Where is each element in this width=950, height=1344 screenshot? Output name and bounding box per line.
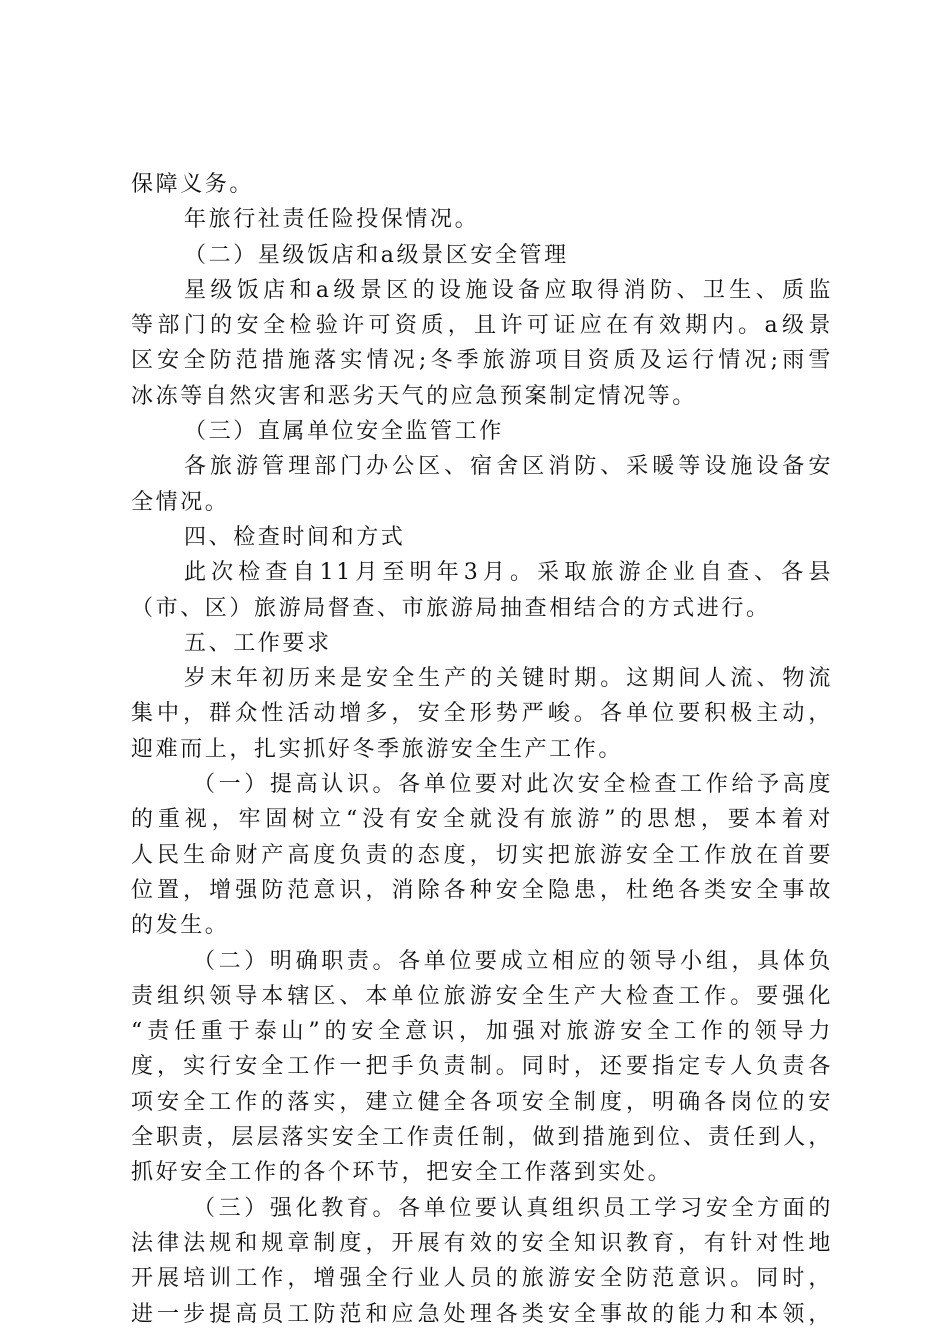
- section-heading: （三）直属单位安全监管工作: [184, 419, 504, 445]
- text-line: 星级饭店和a级景区的设施设备应取得消防、卫生、质监: [184, 277, 833, 303]
- text-line: 度，实行安全工作一把手负责制。同时，还要指定专人负责各: [131, 1054, 833, 1080]
- text-line: 全职责，层层落实安全工作责任制，做到措施到位、责任到人，: [131, 1125, 833, 1151]
- section-heading: 四、检查时间和方式: [184, 524, 406, 550]
- text-line: 保障义务。: [131, 172, 255, 197]
- text-line: （市、区）旅游局督查、市旅游局抽查相结合的方式进行。: [131, 595, 771, 621]
- section-heading: （二）星级饭店和a级景区安全管理: [184, 242, 569, 268]
- text-line: 各旅游管理部门办公区、宿舍区消防、采暖等设施设备安: [184, 454, 833, 480]
- text-line: 项安全工作的落实，建立健全各项安全制度，明确各岗位的安: [131, 1089, 833, 1115]
- text-line: 法律法规和规章制度，开展有效的安全知识教育，有针对性地: [131, 1230, 833, 1256]
- text-line: 位置，增强防范意识，消除各种安全隐患，杜绝各类安全事故: [131, 877, 833, 903]
- text-line: 抓好安全工作的各个环节，把安全工作落到实处。: [131, 1160, 673, 1186]
- text-line: （三）强化教育。各单位要认真组织员工学习安全方面的: [193, 1195, 833, 1221]
- text-line: 进一步提高员工防范和应急处理各类安全事故的能力和本领，: [131, 1301, 833, 1327]
- text-line: 的重视，牢固树立“没有安全就没有旅游”的思想，要本着对: [131, 807, 833, 833]
- text-line: 此次检查自11月至明年3月。采取旅游企业自查、各县: [184, 560, 833, 586]
- text-line: 冰冻等自然灾害和恶劣天气的应急预案制定情况等。: [131, 383, 697, 409]
- text-line: （一）提高认识。各单位要对此次安全检查工作给予高度: [193, 772, 833, 798]
- text-line: 集中，群众性活动增多，安全形势严峻。各单位要积极主动，: [131, 701, 833, 727]
- text-line: 迎难而上，扎实抓好冬季旅游安全生产工作。: [131, 736, 624, 762]
- text-line: “责任重于泰山”的安全意识，加强对旅游安全工作的领导力: [131, 1019, 833, 1045]
- text-line: 等部门的安全检验许可资质，且许可证应在有效期内。a级景: [131, 313, 833, 339]
- text-line: 责组织领导本辖区、本单位旅游安全生产大检查工作。要强化: [131, 983, 833, 1009]
- text-line: （二）明确职责。各单位要成立相应的领导小组，具体负: [193, 948, 833, 974]
- text-line: 人民生命财产高度负责的态度，切实把旅游安全工作放在首要: [131, 842, 833, 868]
- text-line: 岁末年初历来是安全生产的关键时期。这期间人流、物流: [184, 666, 833, 692]
- section-heading: 五、工作要求: [184, 630, 332, 656]
- text-line: 年旅行社责任险投保情况。: [184, 207, 480, 233]
- document-body: [131, 167, 833, 1332]
- text-line: 全情况。: [131, 489, 230, 515]
- text-line: 区安全防范措施落实情况;冬季旅游项目资质及运行情况;雨雪: [131, 348, 833, 374]
- text-line: 的发生。: [131, 913, 230, 939]
- text-line: 开展培训工作，增强全行业人员的旅游安全防范意识。同时，: [131, 1266, 833, 1292]
